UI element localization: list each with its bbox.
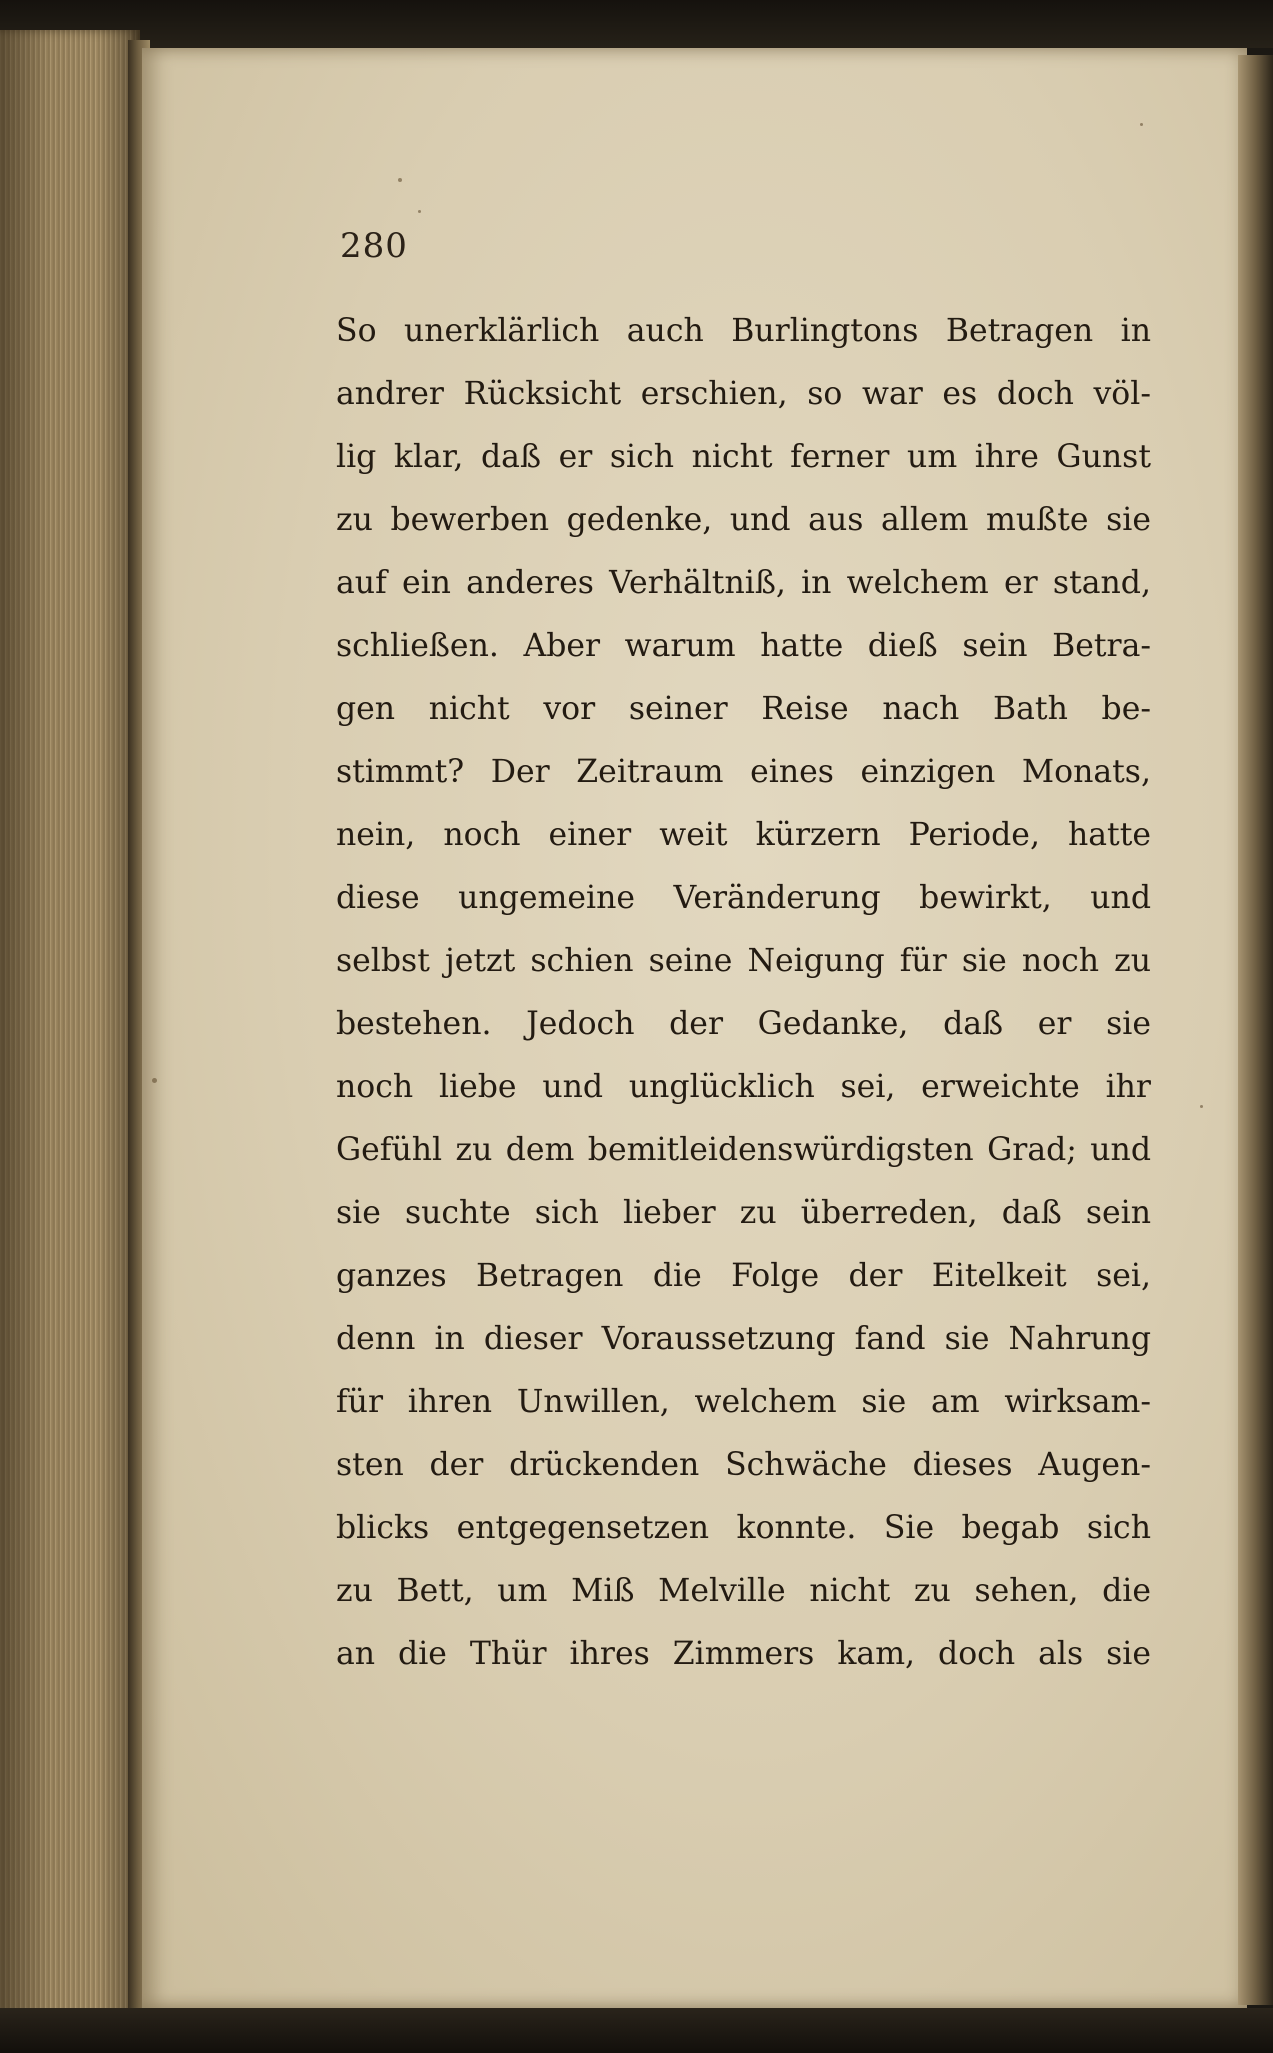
paper-fleck: [418, 210, 421, 213]
body-text: [336, 300, 1151, 1686]
paper-fleck: [152, 1078, 157, 1083]
text-line: zu Bett, um Miß Melville nicht zu sehen, die: [336, 1573, 1151, 1609]
text-line: gen nicht vor seiner Reise nach Bath be-: [336, 691, 1151, 727]
page-edges-shadow: [0, 30, 140, 2020]
text-line: So unerklärlich auch Burlingtons Betragen in: [336, 313, 1151, 349]
text-line: stimmt? Der Zeitraum eines einzigen Monats,: [336, 754, 1151, 790]
text-line: schließen. Aber warum hatte dieß sein Betra-: [336, 628, 1151, 664]
text-line: an die Thür ihres Zimmers kam, doch als sie: [336, 1636, 1151, 1672]
text-line: zu bewerben gedenke, und aus allem mußte sie: [336, 502, 1151, 538]
text-line: selbst jetzt schien seine Neigung für sie noch zu: [336, 943, 1151, 979]
text-line: andrer Rücksicht erschien, so war es doch völ-: [336, 376, 1151, 412]
text-line: sie suchte sich lieber zu überreden, daß sein: [336, 1195, 1151, 1231]
text-line: ganzes Betragen die Folge der Eitelkeit sei,: [336, 1258, 1151, 1294]
text-line: bestehen. Jedoch der Gedanke, daß er sie: [336, 1006, 1151, 1042]
text-line: auf ein anderes Verhältniß, in welchem er stand,: [336, 565, 1151, 601]
text-line: nein, noch einer weit kürzern Periode, hatte: [336, 817, 1151, 853]
page-number: 280: [340, 226, 408, 266]
page-right-edge: [1238, 55, 1273, 2005]
text-line: für ihren Unwillen, welchem sie am wirksam-: [336, 1384, 1151, 1420]
scanner-edge-top: [0, 0, 1273, 48]
text-line: denn in dieser Voraussetzung fand sie Nahrung: [336, 1321, 1151, 1357]
text-line: Gefühl zu dem bemitleidenswürdigsten Grad; und: [336, 1132, 1151, 1168]
paper-fleck: [1140, 123, 1143, 126]
text-line: lig klar, daß er sich nicht ferner um ihre Gunst: [336, 439, 1151, 475]
text-line: sten der drückenden Schwäche dieses Augen-: [336, 1447, 1151, 1483]
text-line: blicks entgegensetzen konnte. Sie begab sich: [336, 1510, 1151, 1546]
paper-fleck: [398, 178, 402, 182]
scanner-edge-bottom: [0, 2008, 1273, 2053]
paper-fleck: [1200, 1105, 1203, 1108]
text-line: diese ungemeine Veränderung bewirkt, und: [336, 880, 1151, 916]
text-line: noch liebe und unglücklich sei, erweichte ihr: [336, 1069, 1151, 1105]
